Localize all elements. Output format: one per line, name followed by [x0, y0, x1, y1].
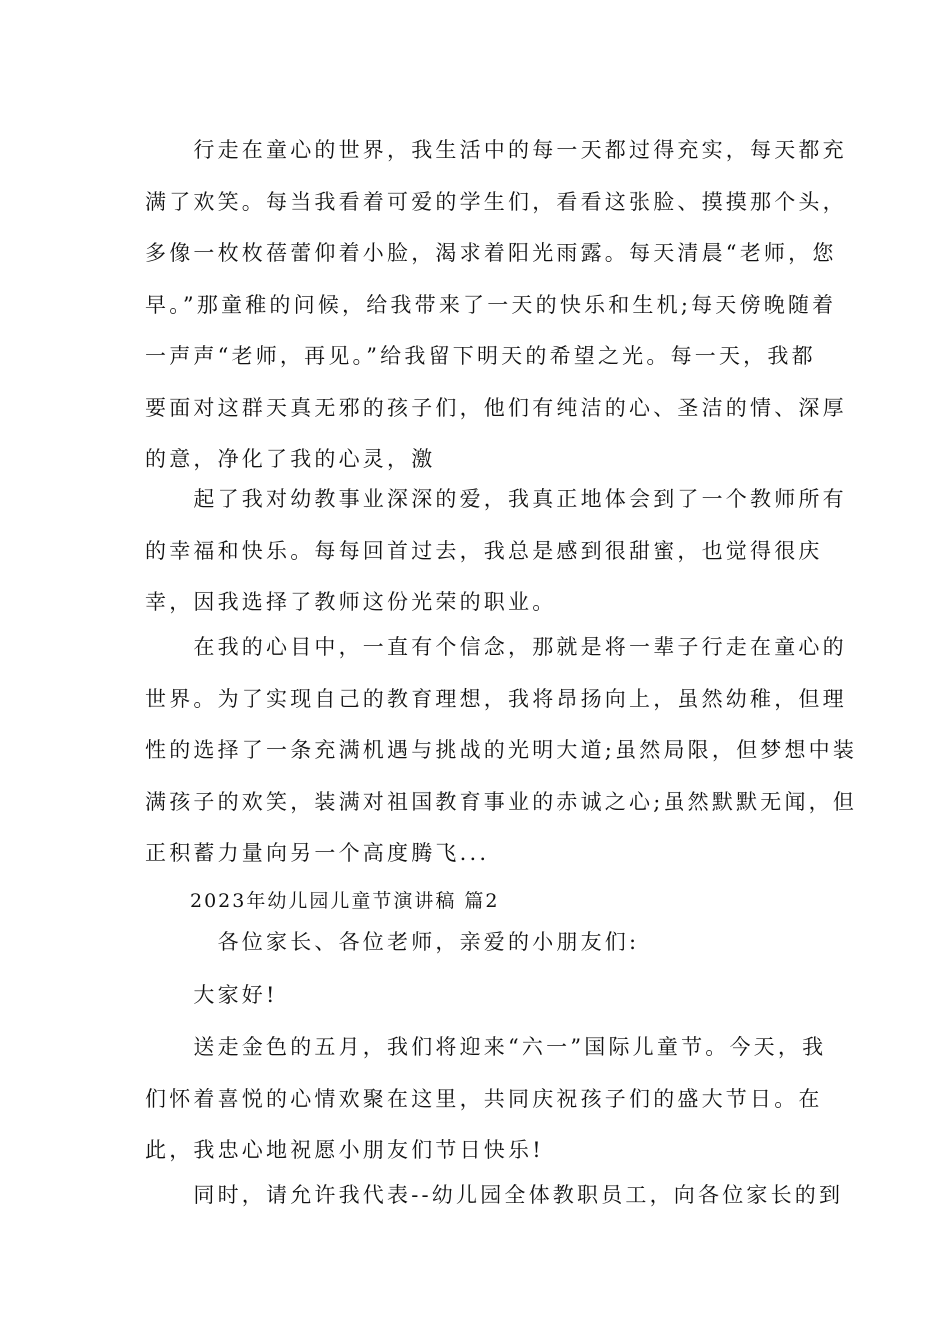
paragraph-1 — [145, 125, 847, 486]
paragraph-4 — [145, 1022, 827, 1177]
paragraph-line: 在我的心目中，一直有个信念，那就是将一辈子行走在童心的 — [145, 635, 847, 659]
paragraph-line: 要面对这群天真无邪的孩子们，他们有纯洁的心、圣洁的情、深厚 — [145, 395, 847, 420]
paragraph-line: 满了欢笑。每当我看着可爱的学生们，看看这张脸、摸摸那个头， — [145, 189, 847, 214]
greeting-line: 大家好! — [145, 983, 278, 1007]
salutation-line: 各位家长、各位老师，亲爱的小朋友们: — [145, 930, 640, 954]
paragraph-line: 幸，因我选择了教师这份光荣的职业。 — [145, 590, 557, 614]
paragraph-line: 行走在童心的世界，我生活中的每一天都过得充实，每天都充 — [145, 138, 847, 162]
paragraph-5 — [145, 1170, 844, 1222]
paragraph-line: 们怀着喜悦的心情欢聚在这里，共同庆祝孩子们的盛大节日。在 — [145, 1086, 823, 1111]
paragraph-line: 满孩子的欢笑，装满对祖国教育事业的赤诚之心;虽然默默无闻，但 — [145, 789, 858, 814]
paragraph-line: 正积蓄力量向另一个高度腾飞... — [145, 841, 490, 865]
paragraph-line: 起了我对幼教事业深深的爱，我真正地体会到了一个教师所有 — [145, 487, 847, 511]
paragraph-line: 多像一枚枚蓓蕾仰着小脸，渴求着阳光雨露。每天清晨“老师，您 — [145, 241, 837, 265]
paragraph-line: 性的选择了一条充满机遇与挑战的光明大道;虽然局限，但梦想中装 — [145, 738, 858, 762]
paragraph-line: 同时，请允许我代表--幼儿园全体教职员工，向各位家长的到 — [145, 1183, 844, 1207]
paragraph-line: 此，我忠心地祝愿小朋友们节日快乐! — [145, 1138, 544, 1162]
paragraph-line: 一声声“老师，再见。”给我留下明天的希望之光。每一天，我都 — [145, 344, 816, 368]
greeting — [145, 970, 807, 1022]
paragraph-2 — [145, 474, 847, 629]
paragraph-3 — [145, 622, 858, 880]
paragraph-line: 早。”那童稚的问候，给我带来了一天的快乐和生机;每天傍晚随着 — [145, 292, 837, 317]
paragraph-line: 世界。为了实现自己的教育理想，我将昂扬向上，虽然幼稚，但理 — [145, 686, 847, 711]
paragraph-line: 送走金色的五月，我们将迎来“六一”国际儿童节。今天，我 — [145, 1035, 827, 1059]
paragraph-line: 的意，净化了我的心灵，激 — [145, 447, 436, 471]
salutation — [145, 917, 807, 969]
section-heading: 2023年幼儿园儿童节演讲稿 篇2 — [190, 890, 500, 912]
paragraph-line: 的幸福和快乐。每每回首过去，我总是感到很甜蜜，也觉得很庆 — [145, 538, 823, 563]
